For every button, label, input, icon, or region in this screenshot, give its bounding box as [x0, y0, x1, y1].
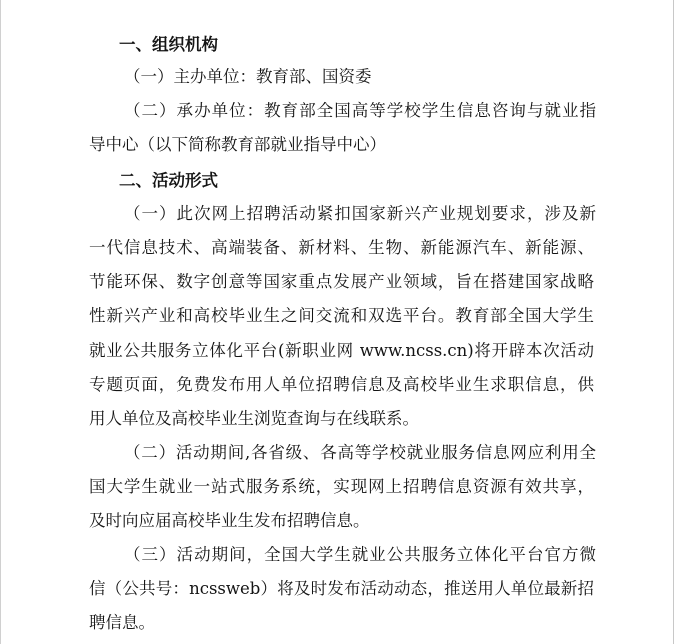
paragraph-line: 就业公共服务立体化平台(新职业网 www.ncss.cn)将开辟本次活动: [89, 341, 594, 360]
paragraph-line: 一代信息技术、高端装备、新材料、生物、新能源汽车、新能源、: [89, 238, 594, 257]
paragraph-line: 性新兴产业和高校毕业生之间交流和双选平台。教育部全国大学生: [89, 306, 594, 325]
paragraph-line: 节能环保、数字创意等国家重点发展产业领域，旨在搭建国家战略: [89, 272, 594, 291]
paragraph-line: 信（公共号：ncssweb）将及时发布活动动态，推送用人单位最新招: [89, 579, 594, 598]
section-heading: 一、组织机构: [119, 35, 218, 54]
section-heading: 二、活动形式: [119, 171, 218, 190]
paragraph-line: 专题页面，免费发布用人单位招聘信息及高校毕业生求职信息，供: [89, 375, 594, 394]
right-edge-divider: [673, 0, 674, 644]
paragraph-line: （一）主办单位：教育部、国资委: [124, 67, 372, 86]
paragraph-line: （三）活动期间，全国大学生就业公共服务立体化平台官方微: [124, 545, 596, 564]
paragraph-line: 导中心（以下简称教育部就业指导中心）: [89, 135, 386, 154]
paragraph-line: 及时向应届高校毕业生发布招聘信息。: [89, 511, 370, 530]
paragraph-line: （二）承办单位：教育部全国高等学校学生信息咨询与就业指: [124, 101, 596, 120]
paragraph-line: 聘信息。: [89, 613, 155, 632]
paragraph-line: 用人单位及高校毕业生浏览查询与在线联系。: [89, 409, 419, 428]
left-edge-divider: [0, 0, 1, 644]
paragraph-line: 国大学生就业一站式服务系统，实现网上招聘信息资源有效共享，: [89, 477, 594, 496]
paragraph-line: （一）此次网上招聘活动紧扣国家新兴产业规划要求，涉及新: [124, 204, 596, 223]
paragraph-line: （二）活动期间,各省级、各高等学校就业服务信息网应利用全: [124, 443, 596, 462]
